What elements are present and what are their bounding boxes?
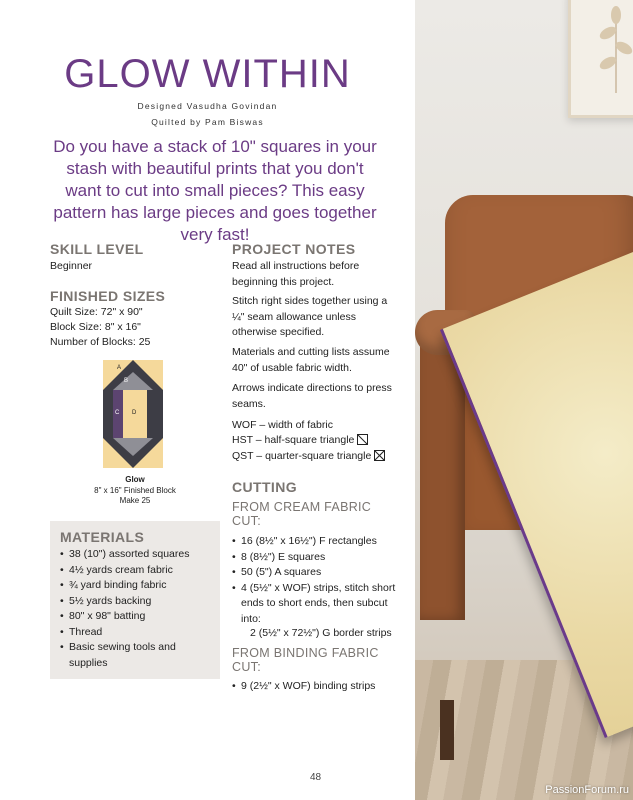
number-of-blocks: Number of Blocks: 25 xyxy=(50,336,151,348)
list-item: • 5½ yards backing xyxy=(60,594,215,610)
list-item: • 4½ yards cream fabric xyxy=(60,563,215,579)
materials-list xyxy=(60,547,215,671)
quilt-size: Quilt Size: 72" x 90" xyxy=(50,306,143,318)
page-number: 48 xyxy=(310,772,322,783)
border-strips: 2 (5½" x 72½") G border strips xyxy=(250,627,392,639)
block-caption-size: 8" x 16" Finished Block xyxy=(94,486,176,495)
note-paragraph: Stitch right sides together using a ¼" seam allowance unless otherwise specified. xyxy=(232,295,388,338)
list-item: • Basic sewing tools and supplies xyxy=(60,640,215,671)
botanical-icon xyxy=(596,3,633,93)
cream-cut-list xyxy=(232,534,402,627)
cutting-heading: CUTTING xyxy=(232,479,298,495)
block-caption-make: Make 25 xyxy=(119,496,151,505)
abbr-qst-row xyxy=(232,449,402,465)
sofa-leg xyxy=(440,700,454,760)
binding-cut-list xyxy=(232,679,402,695)
list-item: • 8 (8½") E squares xyxy=(232,550,402,566)
list-item: • 4 (5½" x WOF) strips, stitch short ends to short ends, then subcut into: xyxy=(232,581,402,628)
note-paragraph: Materials and cutting lists assume 40" of usable fabric width. xyxy=(232,346,390,374)
materials-heading: MATERIALS xyxy=(60,529,145,545)
list-item: • ¾ yard binding fabric xyxy=(60,578,215,594)
label-a: A xyxy=(117,365,122,371)
note-paragraph: Arrows indicate directions to press seams. xyxy=(232,382,392,410)
list-item: • 50 (5") A squares xyxy=(232,565,402,581)
abbr-hst-row xyxy=(232,433,402,449)
label-c: C xyxy=(115,410,120,416)
list-item: • Thread xyxy=(60,625,215,641)
materials-panel xyxy=(50,521,220,679)
abbr-hst: HST – half-square triangle xyxy=(232,434,355,446)
sofa-quilt-photo xyxy=(415,0,633,800)
list-item: • 9 (2½" x WOF) binding strips xyxy=(232,679,402,695)
intro-text: Do you have a stack of 10" squares in your stash with beautiful prints that you don't want to cut into small pieces? This easy pattern has large pieces and goes together very fast! xyxy=(53,137,377,244)
cream-fabric-heading: FROM CREAM FABRIC CUT: xyxy=(232,500,372,528)
abbr-wof: WOF – width of fabric xyxy=(232,419,333,431)
block-size: Block Size: 8" x 16" xyxy=(50,321,141,333)
list-item: • 38 (10") assorted squares xyxy=(60,547,215,563)
glow-block-diagram xyxy=(103,360,163,468)
label-d: D xyxy=(132,410,137,416)
list-item: • 80" x 98" batting xyxy=(60,609,215,625)
label-b: B xyxy=(124,378,129,384)
quarter-square-triangle-icon xyxy=(374,450,385,461)
note-paragraph: Read all instructions before beginning this project. xyxy=(232,260,360,288)
skill-level-value: Beginner xyxy=(50,260,93,272)
list-item: • 16 (8½" x 16½") F rectangles xyxy=(232,534,402,550)
page-title: GLOW WITHIN xyxy=(64,52,351,96)
block-caption-title: Glow xyxy=(125,475,145,484)
project-notes-heading: PROJECT NOTES xyxy=(232,241,356,257)
watermark: PassionForum.ru xyxy=(545,784,629,796)
wall-art xyxy=(568,0,633,118)
finished-sizes-heading: FINISHED SIZES xyxy=(50,288,166,304)
half-square-triangle-icon xyxy=(357,434,368,445)
binding-fabric-heading: FROM BINDING FABRIC CUT: xyxy=(232,646,379,674)
quilter-credit: Quilted by Pam Biswas xyxy=(151,117,264,127)
skill-level-heading: SKILL LEVEL xyxy=(50,241,144,257)
abbr-qst: QST – quarter-square triangle xyxy=(232,450,372,462)
designer-credit: Designed Vasudha Govindan xyxy=(137,101,278,111)
